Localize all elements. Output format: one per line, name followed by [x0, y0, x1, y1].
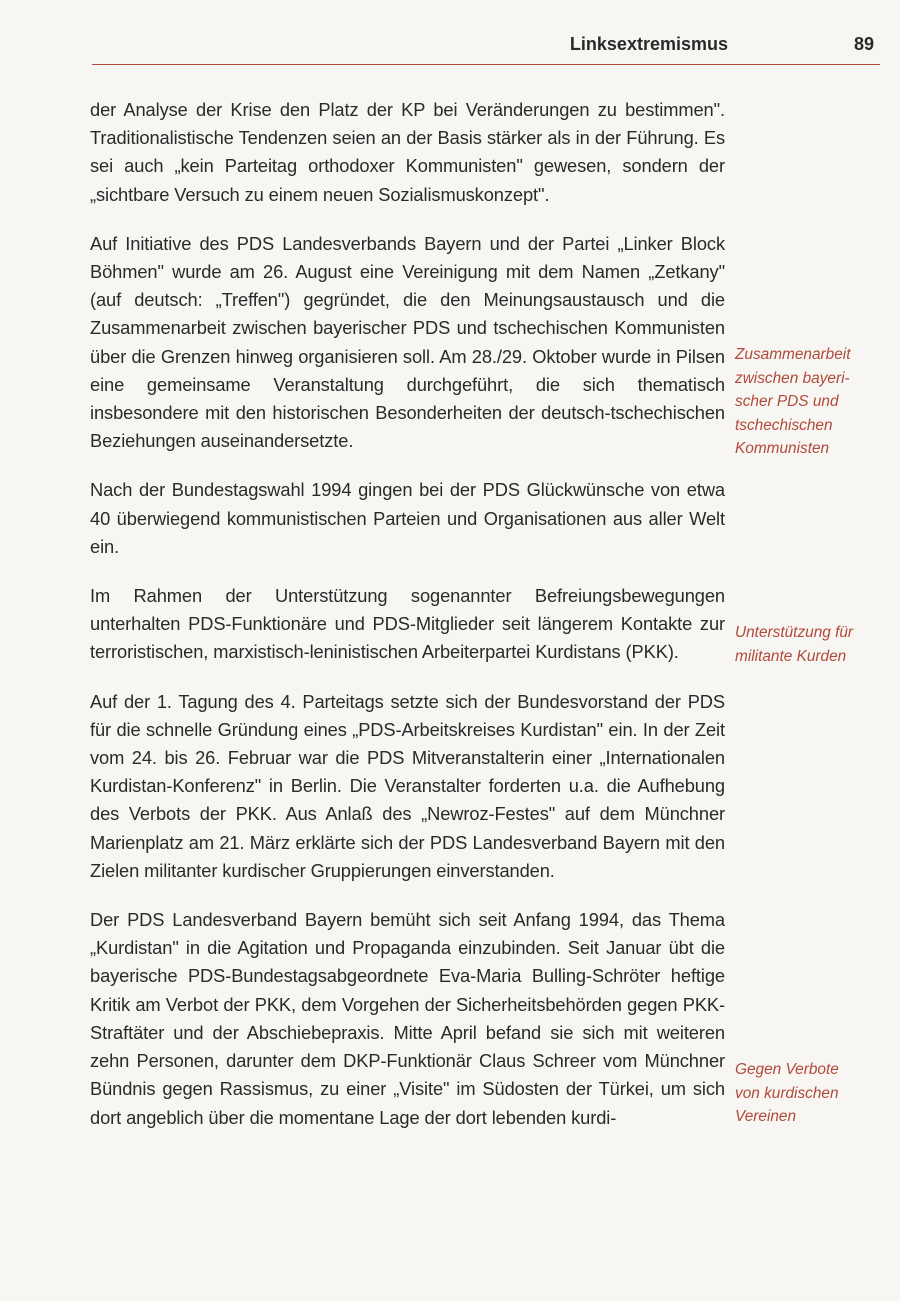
margin-note-line: Gegen Verbote — [735, 1061, 839, 1078]
margin-note-line: Zusammenarbeit — [735, 346, 851, 363]
margin-note-line: scher PDS und — [735, 393, 839, 410]
page-number: 89 — [853, 34, 874, 54]
margin-note-line: Unterstützung für — [735, 624, 854, 641]
paragraph-2: Auf Initiative des PDS Landesverbands Bayern und der Partei „Linker Block Böhmen" wurde am 26. August eine Vereinigung mit dem Namen „Zetkany" (auf deutsch: „Treffen") gegründet, die den Meinungsaustausch und die Zusammenarbeit zwischen bayerischer PDS und tschechischen Kommunisten über die Grenzen hinweg organisieren soll. Am 28./29. Oktober wurde in Pilsen eine gemeinsame Veranstaltung durchgeführt, die sich thematisch insbesondere mit den historischen Besonderheiten der deutsch-tschechischen Beziehungen auseinandersetzte. — [90, 232, 725, 452]
margin-note-line: von kurdischen — [735, 1084, 839, 1102]
paragraph-1: der Analyse der Krise den Platz der KP bei Veränderungen zu bestimmen". Traditionalistische Tendenzen seien an der Basis stärker als in der Führung. Es sei auch „kein Parteitag orthodoxer Kommunisten" gewesen, sondern der „sichtbare Versuch zu einem neuen Sozialismuskonzept". — [90, 99, 725, 205]
margin-note-kurdish-support — [735, 621, 885, 668]
margin-note-line: Vereinen — [735, 1108, 797, 1125]
paragraph-3: Nach der Bundestagswahl 1994 gingen bei der PDS Glückwünsche von etwa 40 überwiegend kommunistischen Parteien und Organisationen aus aller Welt ein. — [90, 479, 725, 557]
paragraph-6: Der PDS Landesverband Bayern bemüht sich seit Anfang 1994, das Thema „Kurdistan" in die Agitation und Propaganda einzubinden. Seit Januar übt die bayerische PDS-Bundestagsabgeordnete Eva-Maria Bulling-Schröter heftige Kritik am Verbot der PKK, dem Vorgehen der Sicherheitsbehörden gegen PKK-Straftäter und der Abschiebepraxis. Mitte April befand sie sich mit weiteren zehn Personen, darunter dem DKP-Funktionär Claus Schreer vom Münchner Bündnis gegen Rassismus, zu einer „Visite" im Südosten der Türkei, um sich dort angeblich über die momentane Lage der dort lebenden kurdi- — [90, 909, 725, 1128]
margin-note-cooperation — [735, 343, 885, 461]
margin-note-line: tschechischen — [735, 416, 833, 434]
margin-note-line: Kommunisten — [735, 440, 830, 457]
page-header — [92, 30, 880, 65]
margin-note-line: zwischen bayeri- — [735, 369, 850, 387]
margin-note-line: militante Kurden — [735, 647, 847, 665]
body-text — [90, 96, 725, 1153]
paragraph-4: Im Rahmen der Unterstützung sogenannter Befreiungsbewegungen unterhalten PDS-Funktionäre und PDS-Mitglieder seit längerem Kontakte zur terroristischen, marxistisch-leninistischen Arbeiterpartei Kurdistans (PKK). — [90, 585, 725, 663]
paragraph-5: Auf der 1. Tagung des 4. Parteitags setzte sich der Bundesvorstand der PDS für die schnelle Gründung eines „PDS-Arbeitskreises Kurdistan" ein. In der Zeit vom 24. bis 26. Februar war die PDS Mitveranstalterin einer „Internationalen Kurdistan-Konferenz" in Berlin. Die Veranstalter forderten u.a. die Aufhebung des Verbots der PKK. Aus Anlaß des „Newroz-Festes" auf dem Münchner Marienplatz am 21. März erklärte sich der PDS Landesverband Bayern mit den Zielen militanter kurdischer Gruppierungen einverstanden. — [90, 690, 725, 881]
running-title: Linksextremismus — [569, 34, 728, 54]
margin-note-against-bans — [735, 1058, 885, 1129]
